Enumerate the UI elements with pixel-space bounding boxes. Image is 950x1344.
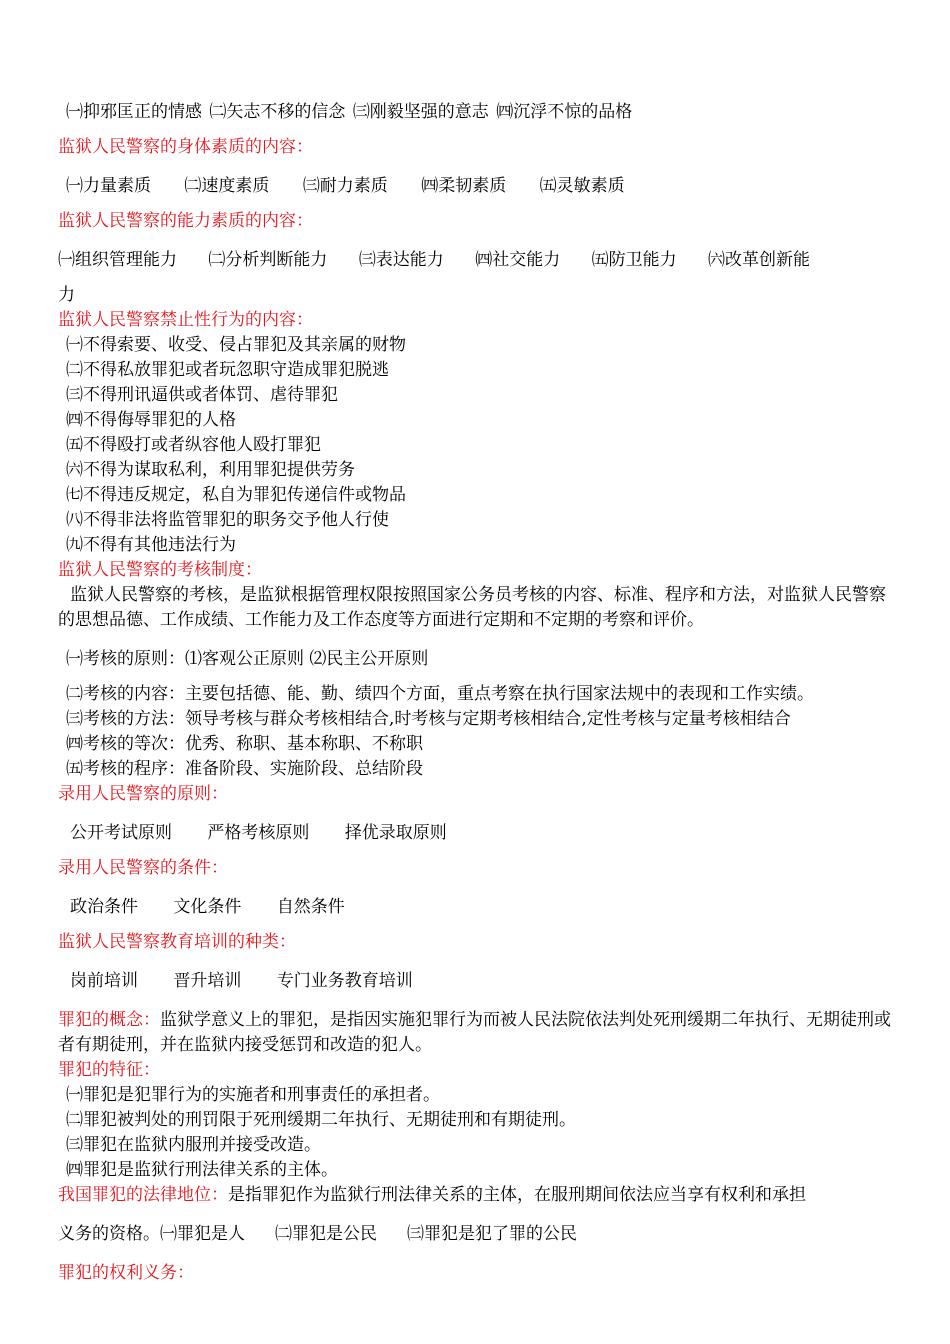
list-item: ㈡罪犯被判处的刑罚限于死刑缓期二年执行、无期徒刑和有期徒刑。 bbox=[66, 1110, 576, 1130]
list-item: ㈡矢志不移的信念 bbox=[209, 102, 346, 122]
list-item: ㈣不得侮辱罪犯的人格 bbox=[66, 410, 236, 430]
mental-qualities-list bbox=[58, 100, 898, 125]
ability-qualities-list bbox=[58, 248, 898, 273]
assessment-heading: 监狱人民警察的考核制度： bbox=[58, 560, 262, 580]
list-item: ㈠罪犯是人 bbox=[160, 1224, 245, 1244]
ability-list-tail: 力 bbox=[58, 285, 75, 305]
assessment-intro: 监狱人民警察的考核，是监狱根据管理权限按照国家公务员考核的内容、标准、程序和方法，对监狱人民警察的思想品德、工作成绩、工作能力及工作态度等方面进行定期和不定期的考察和评价。 bbox=[58, 585, 886, 630]
list-item: 严格考核原则 bbox=[207, 823, 310, 843]
legal-status-text: 是指罪犯作为监狱行刑法律关系的主体，在服刑期间依法应当享有权利和承担 bbox=[228, 1185, 806, 1205]
recruit-conditions-heading: 录用人民警察的条件： bbox=[58, 858, 228, 878]
prohibited-heading: 监狱人民警察禁止性行为的内容： bbox=[58, 310, 313, 330]
list-item: ㈢不得刑讯逼供或者体罚、虐待罪犯 bbox=[66, 385, 338, 405]
list-item: 文化条件 bbox=[173, 897, 242, 917]
list-item: ㈤防卫能力 bbox=[591, 250, 677, 270]
list-item: ㈥改革创新能 bbox=[708, 250, 811, 270]
legal-status-cont bbox=[58, 1222, 898, 1247]
list-item: ㈤不得殴打或者纵容他人殴打罪犯 bbox=[66, 435, 321, 455]
list-item: ㈢耐力素质 bbox=[302, 176, 388, 196]
criminal-concept bbox=[58, 1008, 898, 1058]
ability-heading: 监狱人民警察的能力素质的内容： bbox=[58, 211, 313, 231]
list-item: ㈣柔韧素质 bbox=[421, 176, 507, 196]
list-item: ㈤灵敏素质 bbox=[539, 176, 625, 196]
list-item: ㈣社交能力 bbox=[475, 250, 561, 270]
list-item: ㈧不得非法将监管罪犯的职务交予他人行使 bbox=[66, 510, 389, 530]
list-item: ㈢刚毅坚强的意志 bbox=[352, 102, 489, 122]
list-item: ㈡分析判断能力 bbox=[208, 250, 328, 270]
document-page bbox=[58, 100, 898, 1286]
training-list bbox=[58, 969, 898, 994]
legal-status-text-cont: 义务的资格。 bbox=[58, 1224, 160, 1244]
list-item: ㈣考核的等次：优秀、称职、基本称职、不称职 bbox=[66, 734, 423, 754]
list-item: ㈤考核的程序：准备阶段、实施阶段、总结阶段 bbox=[66, 759, 423, 779]
legal-status-heading: 我国罪犯的法律地位： bbox=[58, 1185, 228, 1205]
list-item: ㈣沉浮不惊的品格 bbox=[496, 102, 633, 122]
list-item: ㈠组织管理能力 bbox=[58, 250, 177, 270]
list-item: ㈡不得私放罪犯或者玩忽职守造成罪犯脱逃 bbox=[66, 360, 389, 380]
list-item: 公开考试原则 bbox=[70, 823, 172, 843]
recruit-principles-list bbox=[58, 821, 898, 846]
list-item: ㈦不得违反规定，私自为罪犯传递信件或物品 bbox=[66, 485, 406, 505]
list-item: ㈨不得有其他违法行为 bbox=[66, 535, 236, 555]
list-item: ㈢考核的方法：领导考核与群众考核相结合,时考核与定期考核相结合,定性考核与定量考核相结合 bbox=[66, 709, 791, 729]
list-item: ㈠不得索要、收受、侵占罪犯及其亲属的财物 bbox=[66, 335, 406, 355]
list-item: 岗前培训 bbox=[70, 971, 138, 991]
list-item: 择优录取原则 bbox=[344, 823, 447, 843]
list-item: 政治条件 bbox=[70, 897, 138, 917]
assessment-principle: ㈠考核的原则：⑴客观公正原则 ⑵民主公开原则 bbox=[66, 649, 429, 669]
criminal-features-heading: 罪犯的特征： bbox=[58, 1060, 160, 1080]
physical-heading: 监狱人民警察的身体素质的内容： bbox=[58, 137, 313, 157]
training-heading: 监狱人民警察教育培训的种类： bbox=[58, 932, 296, 952]
list-item: ㈢表达能力 bbox=[358, 250, 444, 270]
list-item: ㈢罪犯是犯了罪的公民 bbox=[407, 1224, 577, 1244]
legal-status bbox=[58, 1183, 898, 1208]
list-item: ㈣罪犯是监狱行刑法律关系的主体。 bbox=[66, 1160, 338, 1180]
list-item: ㈠罪犯是犯罪行为的实施者和刑事责任的承担者。 bbox=[66, 1085, 440, 1105]
list-item: 专门业务教育培训 bbox=[276, 971, 413, 991]
list-item: ㈠抑邪匡正的情感 bbox=[66, 102, 202, 122]
criminal-concept-text: 监狱学意义上的罪犯，是指因实施犯罪行为而被人民法院依法判处死刑缓期二年执行、无期徒刑或者有期徒刑，并在监狱内接受惩罚和改造的犯人。 bbox=[58, 1010, 891, 1055]
list-item: ㈠力量素质 bbox=[66, 176, 151, 196]
recruit-conditions-list bbox=[58, 895, 898, 920]
list-item: ㈢罪犯在监狱内服刑并接受改造。 bbox=[66, 1135, 321, 1155]
physical-qualities-list bbox=[58, 174, 898, 199]
list-item: ㈡速度素质 bbox=[184, 176, 270, 196]
recruit-principles-heading: 录用人民警察的原则： bbox=[58, 784, 228, 804]
list-item: ㈡考核的内容：主要包括德、能、勤、绩四个方面，重点考察在执行国家法规中的表现和工作实绩。 bbox=[66, 684, 814, 704]
list-item: 自然条件 bbox=[276, 897, 345, 917]
list-item: ㈥不得为谋取私利，利用罪犯提供劳务 bbox=[66, 460, 355, 480]
list-item: 晋升培训 bbox=[173, 971, 242, 991]
list-item: ㈡罪犯是公民 bbox=[275, 1224, 377, 1244]
criminal-concept-heading: 罪犯的概念： bbox=[58, 1010, 160, 1030]
rights-heading: 罪犯的权利义务： bbox=[58, 1263, 194, 1283]
